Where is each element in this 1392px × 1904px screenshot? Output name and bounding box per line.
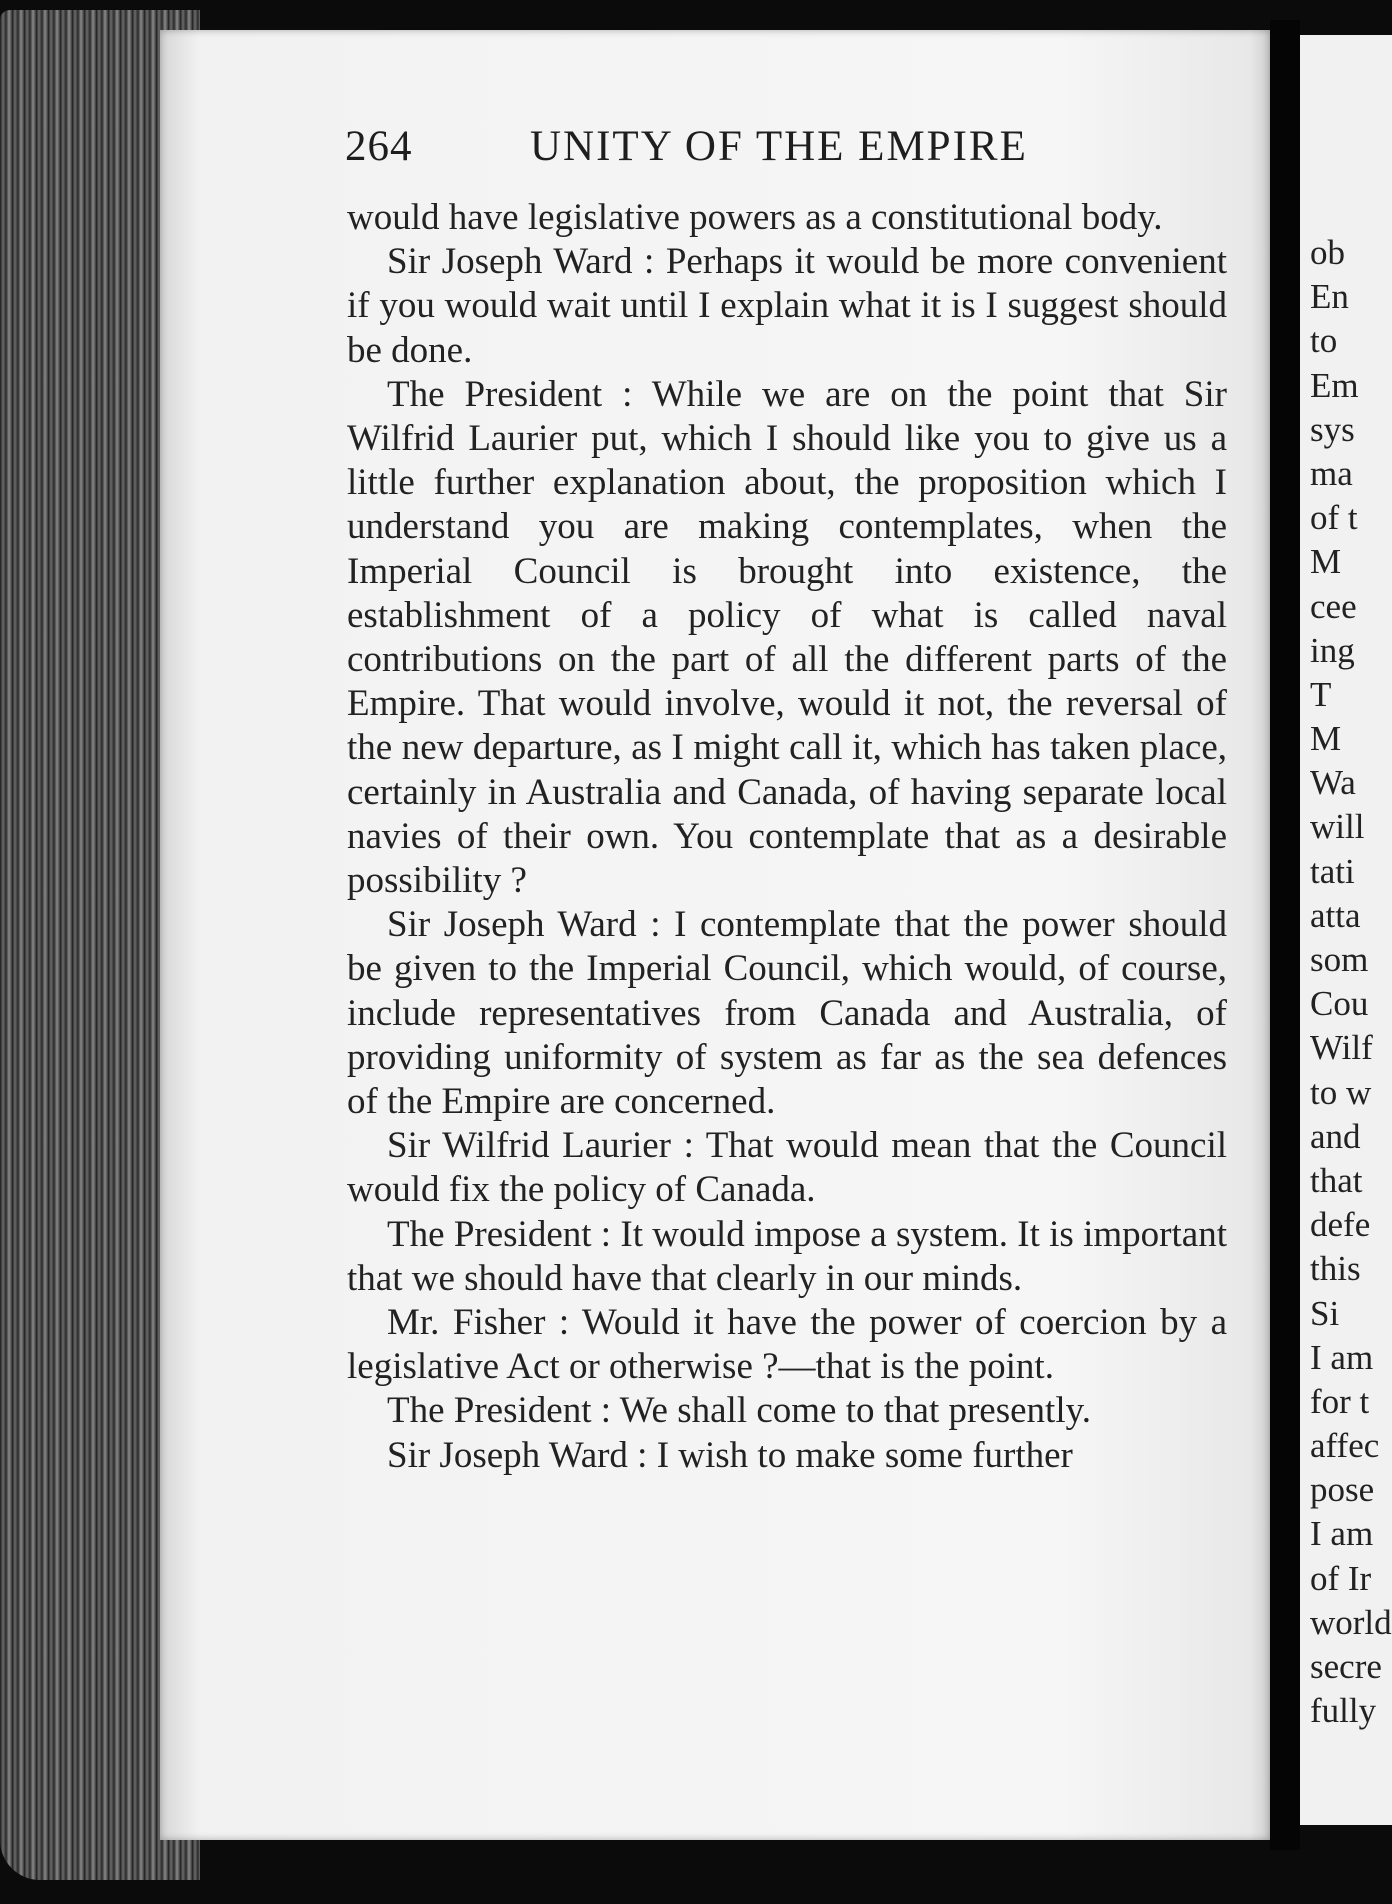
facing-page-line: Cou <box>1310 984 1369 1024</box>
facing-page-line: Wilf <box>1310 1028 1373 1068</box>
facing-page-line: this <box>1310 1249 1361 1289</box>
paragraph: Sir Joseph Ward : I wish to make some further <box>387 1434 1073 1476</box>
facing-page-line: Wa <box>1310 763 1356 803</box>
facing-page-line: M <box>1310 542 1342 582</box>
facing-page-line: secre <box>1310 1647 1382 1686</box>
paragraph: Sir Joseph Ward : Perhaps it would be more convenient if you would wait until I explain what it is I suggest should be done. <box>347 241 1227 371</box>
paragraph: Mr. Fisher : Would it have the power of coercion by a legislative Act or otherwise ?—that is the point. <box>347 1302 1227 1388</box>
paragraph: The President : It would impose a system. It is important that we should have that clearly in our minds. <box>347 1213 1227 1299</box>
paragraph: The President : We shall come to that presently. <box>387 1390 1091 1432</box>
paragraph: Sir Wilfrid Laurier : That would mean that the Council would fix the policy of Canada. <box>347 1125 1227 1211</box>
paragraph: would have legislative powers as a constitutional body. <box>347 197 1163 238</box>
facing-page-line: I am <box>1310 1514 1374 1554</box>
facing-page-line: that <box>1310 1160 1363 1200</box>
facing-page-line: of Ir <box>1310 1558 1372 1598</box>
facing-page-line: to <box>1310 321 1338 361</box>
facing-page-line: En <box>1310 277 1349 317</box>
paragraph: The President : While we are on the point that Sir Wilfrid Laurier put, which I should like you to give us a little further explanation about, the proposition which I understand you are making contemplates, when the Imperial Council is brought into existence, the establishment of a policy of what is called naval contributions on the part of all the different parts of the Empire. That would involve, would it not, the reversal of the new departure, as I might call it, which has taken place, certainly in Australia and Canada, of having separate local navies of their own. You contemplate that as a desirable possibility ? <box>347 373 1227 902</box>
facing-page-line: ing <box>1310 630 1355 670</box>
facing-page-text <box>1310 231 1392 1733</box>
facing-page-line: Si <box>1310 1293 1340 1333</box>
facing-page-line: world <box>1310 1602 1392 1642</box>
facing-page-line: ma <box>1310 453 1353 493</box>
facing-page-line: ob <box>1310 233 1345 272</box>
facing-page-line: T <box>1310 674 1332 714</box>
running-title: UNITY OF THE EMPIRE <box>530 123 1028 170</box>
facing-page-line: som <box>1310 940 1369 979</box>
facing-page-line: tati <box>1310 851 1355 891</box>
facing-page-line: fully <box>1310 1691 1377 1731</box>
facing-page <box>1300 35 1392 1825</box>
paragraph: Sir Joseph Ward : I contemplate that the power should be given to the Imperial Council, which would, of course, include representatives from Canada and Australia, of providing uniformity of system as far as the sea defences of the Empire are concerned. <box>347 904 1227 1123</box>
facing-page-line: atta <box>1310 895 1361 935</box>
facing-page-line: defe <box>1310 1205 1371 1245</box>
facing-page-line: will <box>1310 807 1365 847</box>
facing-page-line: to w <box>1310 1072 1372 1112</box>
facing-page-line: M <box>1310 719 1342 759</box>
facing-page-line: affec <box>1310 1426 1380 1466</box>
facing-page-line: Em <box>1310 365 1359 405</box>
running-head <box>345 122 1065 182</box>
facing-page-line: of t <box>1310 498 1358 538</box>
facing-page-line: cee <box>1310 586 1357 626</box>
facing-page-line: and <box>1310 1116 1361 1156</box>
page-number: 264 <box>345 123 413 170</box>
facing-page-line: for t <box>1310 1381 1370 1421</box>
facing-page-line: pose <box>1310 1470 1375 1510</box>
book-gutter <box>1270 20 1300 1850</box>
facing-page-line: sys <box>1310 409 1355 449</box>
body-text <box>347 196 1227 1478</box>
facing-page-line: I am <box>1310 1337 1374 1377</box>
